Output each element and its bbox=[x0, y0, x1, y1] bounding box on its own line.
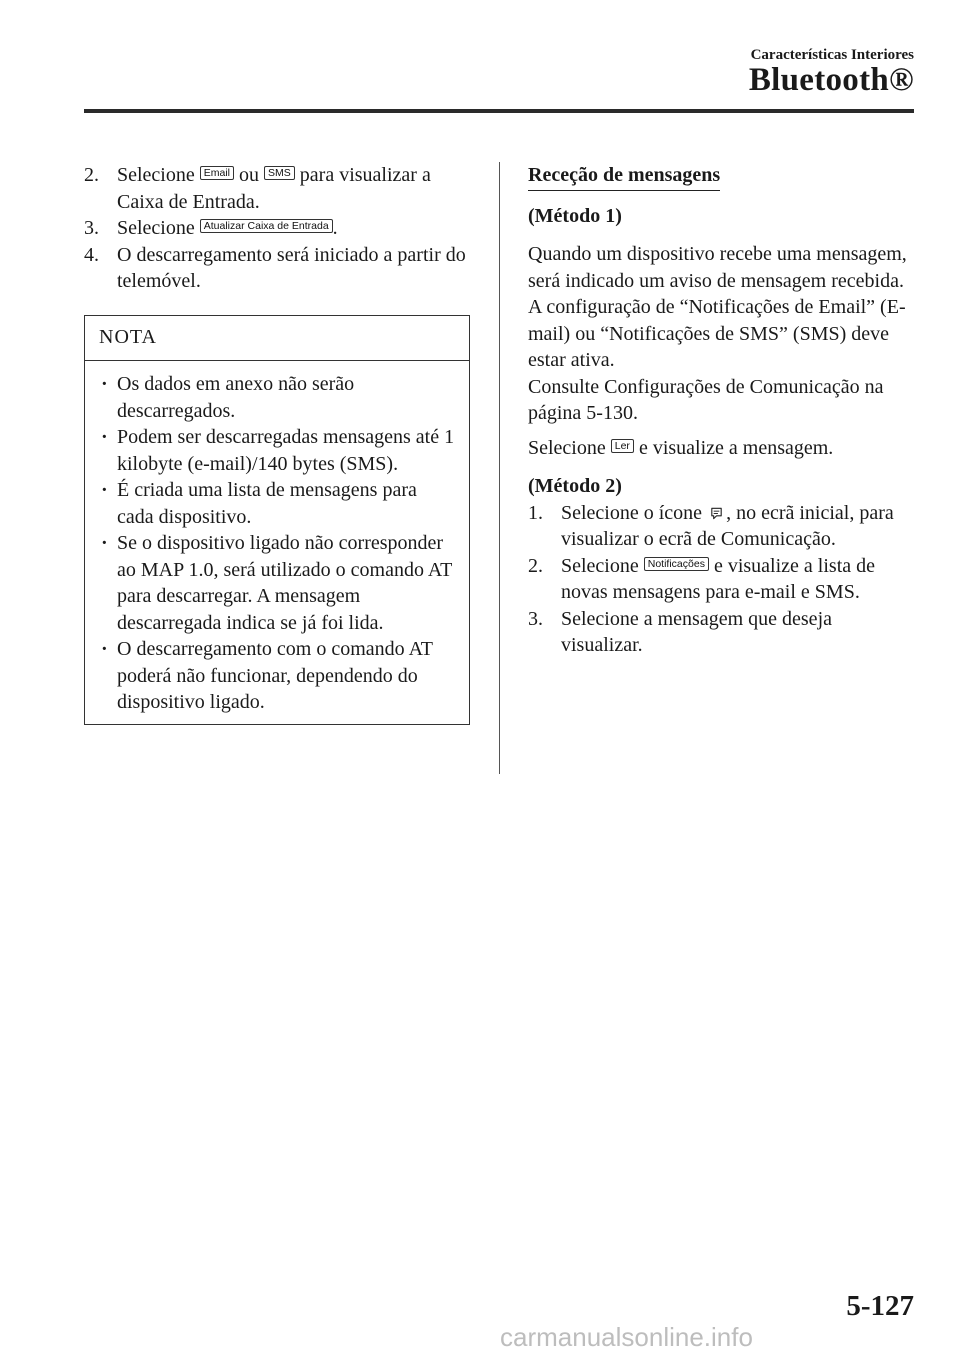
note-item: · Se o dispositivo ligado não corresponder ao MAP 1.0, será utilizado o comando AT para descarregar. A mensagem descarregada indica se já foi lida. bbox=[101, 532, 452, 634]
section-title: Receção de mensagens bbox=[528, 162, 720, 191]
column-divider bbox=[499, 162, 500, 774]
update-inbox-button: Atualizar Caixa de Entrada bbox=[200, 219, 333, 233]
left-column bbox=[84, 162, 470, 725]
step-list bbox=[84, 162, 470, 295]
note-item: · Os dados em anexo não serão descarregados. bbox=[101, 373, 355, 422]
note-item: · O descarregamento com o comando AT poderá não funcionar, dependendo do dispositivo ligado. bbox=[101, 638, 433, 713]
note-box bbox=[84, 315, 470, 725]
method-1-reference: Consulte Configurações de Comunicação na página 5-130. bbox=[528, 375, 884, 424]
read-button: Ler bbox=[611, 439, 634, 453]
step-4: 4. O descarregamento será iniciado a partir do telemóvel. bbox=[84, 243, 466, 292]
method-2-label: (Método 2) bbox=[528, 475, 622, 497]
method-2-step-2: 2. Selecione Notificações e visualize a lista de novas mensagens para e-mail e SMS. bbox=[528, 554, 875, 603]
watermark: carmanualsonline.info bbox=[500, 1322, 753, 1352]
right-column bbox=[528, 162, 918, 659]
header-section: Características Interiores bbox=[750, 47, 914, 63]
method-1-label: (Método 1) bbox=[528, 204, 622, 227]
note-list bbox=[85, 361, 469, 724]
note-title: NOTA bbox=[85, 316, 469, 362]
method-1-paragraph: Quando um dispositivo recebe uma mensagem, será indicado um aviso de mensagem recebida. A configuração de “Notificações de Email” (E-mail) ou “Notificações de SMS” (SMS) deve estar ativa. bbox=[528, 243, 907, 371]
method-2-step-3: 3. Selecione a mensagem que deseja visualizar. bbox=[528, 607, 832, 656]
note-item: · É criada uma lista de mensagens para cada dispositivo. bbox=[101, 479, 417, 528]
header-rule bbox=[84, 109, 914, 113]
method-2-step-1: 1. Selecione o ícone , no ecrã inicial, para visualizar o ecrã de Comunicação. bbox=[528, 501, 894, 550]
page-number: 5-127 bbox=[846, 1290, 914, 1322]
step-3: 3. Selecione Atualizar Caixa de Entrada . bbox=[84, 217, 338, 239]
step-2: 2. Selecione Email ou SMS para visualizar a Caixa de Entrada. bbox=[84, 164, 431, 213]
note-item: · Podem ser descarregadas mensagens até 1 kilobyte (e-mail)/140 bytes (SMS). bbox=[101, 426, 455, 475]
header-title: Bluetooth® bbox=[748, 62, 914, 98]
method-1-instruction: Selecione Ler e visualize a mensagem. bbox=[528, 436, 834, 459]
notifications-button: Notificações bbox=[644, 557, 709, 571]
email-button: Email bbox=[200, 166, 234, 180]
message-icon bbox=[709, 506, 724, 521]
method-2-steps bbox=[528, 500, 918, 659]
sms-button: SMS bbox=[264, 166, 295, 180]
